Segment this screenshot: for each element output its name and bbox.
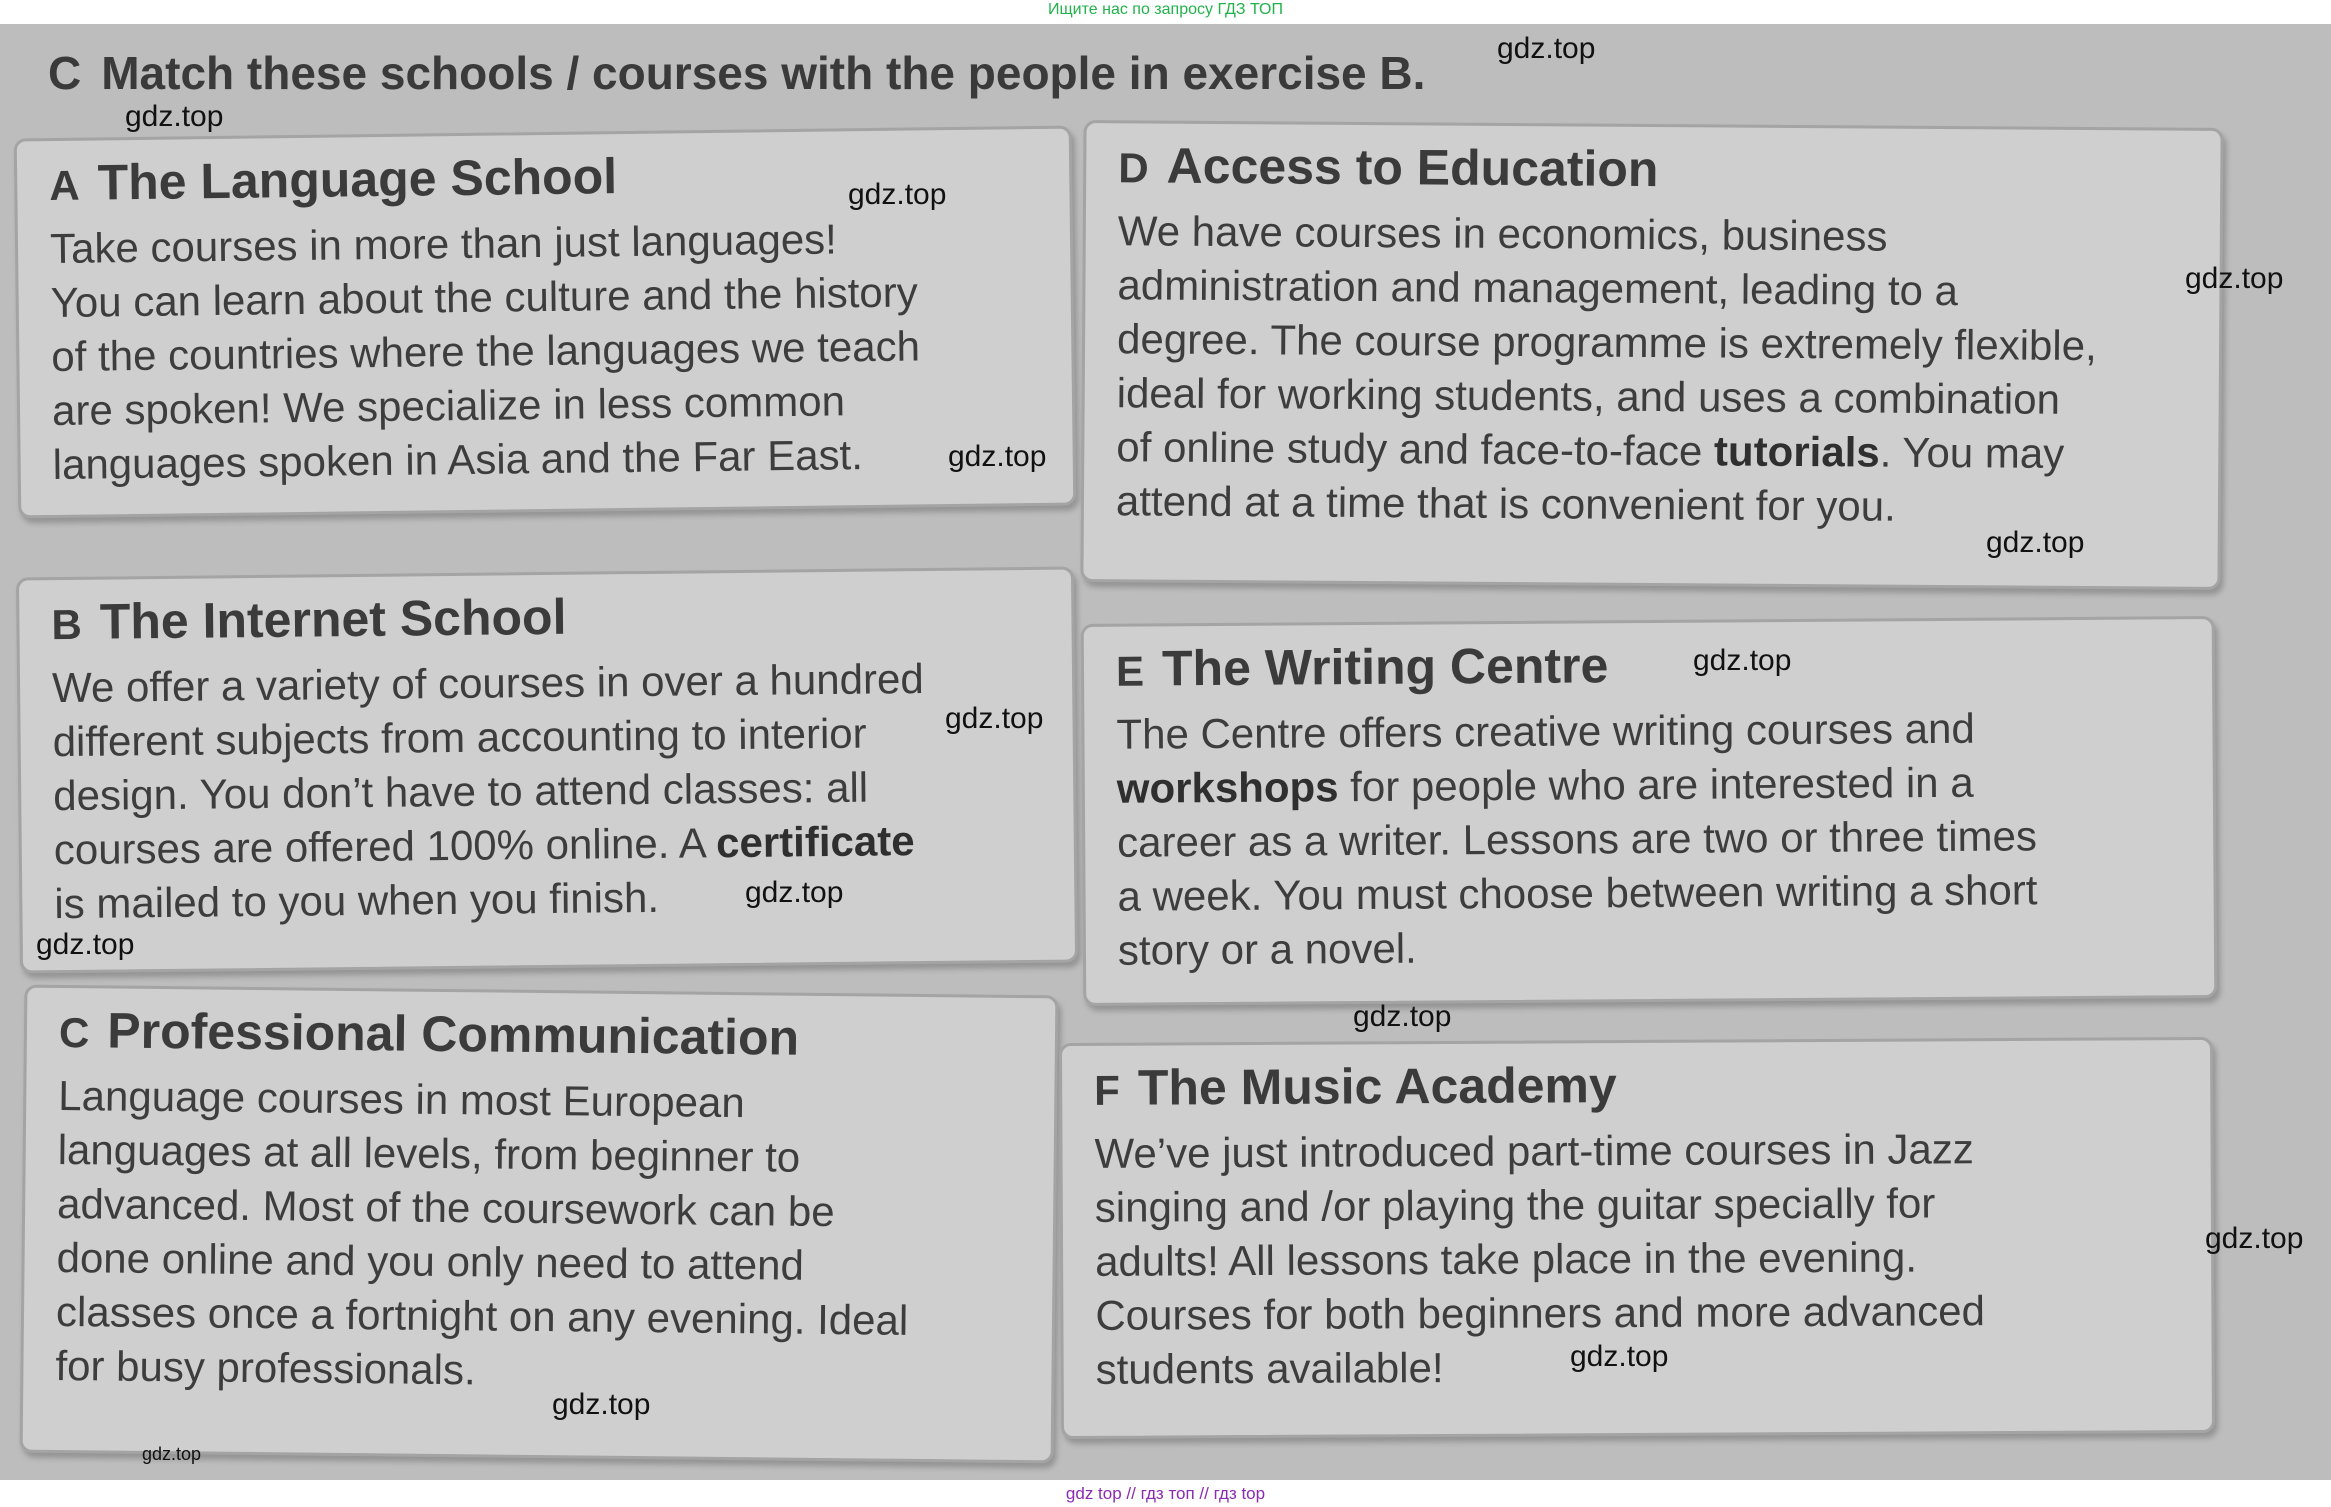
watermark-text: gdz.top <box>552 1388 651 1421</box>
textbook-page <box>0 24 2331 1480</box>
watermark-text: gdz.top <box>948 440 1047 473</box>
card-line: We have courses in economics, business <box>1117 207 1888 260</box>
keyword-certificate: certificate <box>715 817 915 867</box>
card-line: a week. You must choose between writing a short <box>1117 866 2038 920</box>
card-line: We offer a variety of courses in over a hundred <box>51 655 924 712</box>
school-card-access-to-education <box>1080 120 2223 590</box>
watermark-text: gdz.top <box>945 702 1044 735</box>
watermark-text: gdz.top <box>2185 262 2284 295</box>
card-title-text: Access to Education <box>1166 137 1659 198</box>
card-line <box>1117 754 2191 815</box>
card-line: adults! All lessons take place in the evening. <box>1094 1233 1918 1285</box>
card-line: for busy professionals. <box>55 1341 476 1394</box>
card-line: languages at all levels, from beginner to <box>57 1125 801 1181</box>
card-letter: D <box>1118 144 1149 192</box>
card-title-text: Professional Communication <box>107 1002 800 1066</box>
card-line: The Centre offers creative writing courses and <box>1116 704 1975 758</box>
watermark-text: gdz.top <box>1497 32 1596 65</box>
card-line: attend at a time that is convenient for you. <box>1115 477 1896 530</box>
card-title-text: The Writing Centre <box>1161 637 1609 697</box>
watermark-text: gdz.top <box>745 876 844 909</box>
watermark-text: gdz.top <box>125 100 224 133</box>
card-title <box>59 1000 1034 1073</box>
card-line: career as a writer. Lessons are two or three times <box>1117 812 2038 866</box>
card-line-text: courses are offered 100% online. A <box>53 819 717 874</box>
card-line <box>54 813 1053 877</box>
watermark-text: gdz.top <box>1570 1340 1669 1373</box>
card-letter: C <box>58 1008 90 1057</box>
card-line: degree. The course programme is extremely flexible, <box>1116 315 2097 370</box>
card-letter: A <box>49 161 80 210</box>
watermark-text: gdz.top <box>1986 526 2085 559</box>
card-title <box>1094 1052 2188 1121</box>
card-line-text: for people who are interested in a <box>1338 758 1974 811</box>
card-line: are spoken! We specialize in less common <box>51 377 846 435</box>
school-card-professional-communication <box>20 985 1059 1464</box>
card-letter: E <box>1115 647 1145 695</box>
school-card-internet-school <box>16 566 1078 973</box>
card-title-text: The Language School <box>97 148 618 211</box>
watermark-text: gdz.top <box>142 1444 202 1464</box>
card-line: Language courses in most European <box>58 1071 745 1127</box>
card-line: languages spoken in Asia and the Far East. <box>52 431 864 489</box>
exercise-instruction: Match these schools / courses with the people in exercise B. <box>101 47 1426 99</box>
card-title <box>51 582 1050 655</box>
card-line: Take courses in more than just languages! <box>49 215 838 273</box>
card-letter: F <box>1094 1066 1120 1114</box>
card-letter: B <box>51 600 83 649</box>
card-line: design. You don’t have to attend classes: all <box>52 763 869 820</box>
card-line: done online and you only need to attend <box>56 1233 805 1289</box>
card-line-text: of online study and face-to-face <box>1116 423 1715 475</box>
card-line-text: . You may <box>1879 428 2065 477</box>
card-title <box>1116 631 2190 701</box>
card-title <box>1118 135 2198 206</box>
card-line: advanced. Most of the coursework can be <box>56 1179 835 1236</box>
watermark-text: gdz.top <box>1693 644 1792 677</box>
card-line: singing and /or playing the guitar specially for <box>1094 1179 1936 1231</box>
card-line: We’ve just introduced part-time courses in Jazz <box>1094 1125 1974 1177</box>
school-card-writing-centre <box>1081 616 2218 1006</box>
card-line: different subjects from accounting to interior <box>52 709 867 766</box>
watermark-text: gdz.top <box>848 178 947 211</box>
card-title-text: The Internet School <box>99 588 567 650</box>
keyword-workshops: workshops <box>1116 763 1339 812</box>
card-line: Courses for both beginners and more advanced <box>1095 1287 1986 1339</box>
exercise-letter: C <box>48 47 82 99</box>
card-line: administration and management, leading to a <box>1117 261 1959 315</box>
keyword-tutorials: tutorials <box>1713 427 1880 476</box>
school-card-music-academy <box>1059 1037 2215 1439</box>
watermark-text: gdz.top <box>1353 1000 1452 1033</box>
bottom-banner: gdz top // гдз топ // гдз top <box>1065 1484 1266 1503</box>
watermark-text: gdz.top <box>36 928 135 961</box>
card-title-text: The Music Academy <box>1137 1057 1617 1116</box>
watermark-text: gdz.top <box>2205 1222 2304 1255</box>
top-banner: Ищите нас по запросу ГДЗ ТОП <box>1048 1 1283 18</box>
card-line: You can learn about the culture and the history <box>50 268 919 327</box>
card-line: ideal for working students, and uses a combination <box>1116 369 2061 423</box>
card-line <box>1116 420 2196 482</box>
card-line: classes once a fortnight on any evening. Ideal <box>55 1287 909 1344</box>
card-line: students available! <box>1095 1344 1444 1393</box>
card-line: is mailed to you when you finish. <box>54 873 660 928</box>
card-line: of the countries where the languages we teach <box>51 322 921 381</box>
card-line: story or a novel. <box>1117 924 1417 974</box>
exercise-heading <box>48 46 1425 100</box>
